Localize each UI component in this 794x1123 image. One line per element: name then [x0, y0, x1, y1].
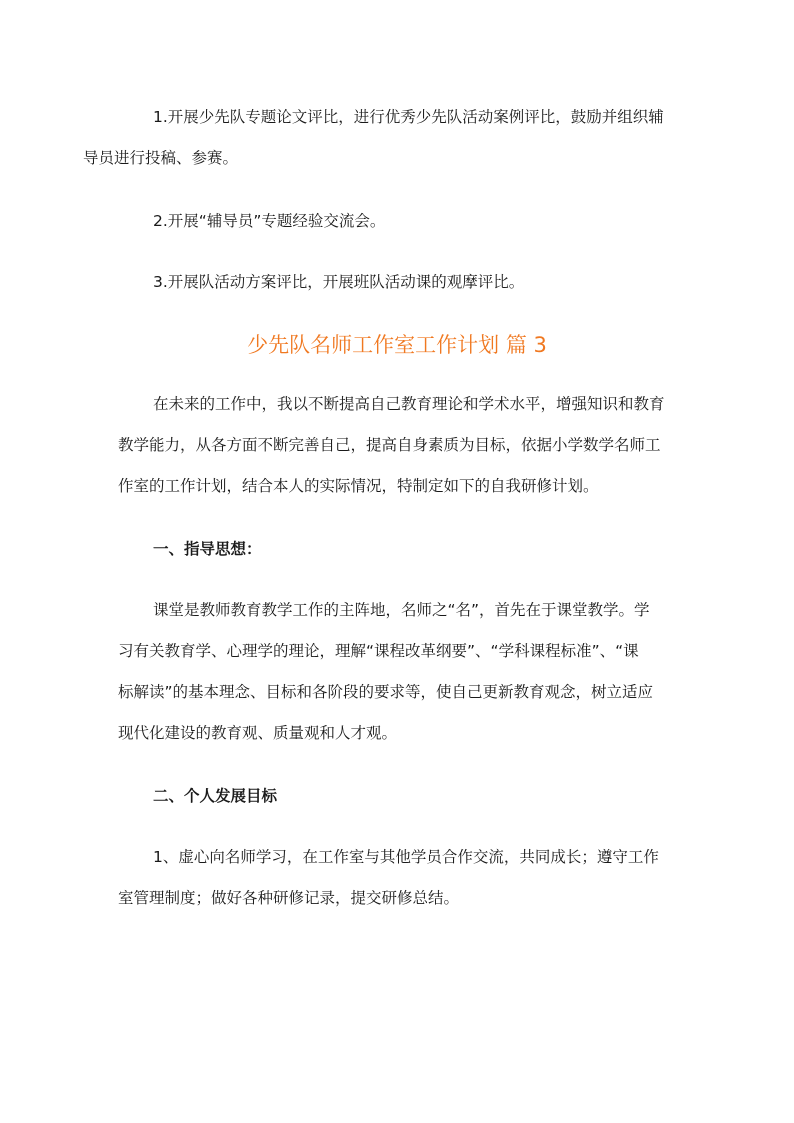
- guide-line-2: 习有关教育学、心理学的理论，理解“课程改革纲要”、“学科课程标准”、“课: [118, 642, 639, 660]
- intro-paragraph: [118, 384, 686, 507]
- intro-line-3: 作室的工作计划，结合本人的实际情况，特制定如下的自我研修计划。: [118, 477, 599, 495]
- guide-paragraph: [118, 590, 686, 754]
- guide-line-4: 现代化建设的教育观、质量观和人才观。: [118, 724, 398, 742]
- item-2-line-1: 2.开展“辅导员”专题经验交流会。: [153, 212, 386, 230]
- section-title: 少先队名师工作室工作计划 篇 3: [247, 333, 547, 357]
- item-1-line-2: 导员进行投稿、参赛。: [83, 149, 239, 167]
- guide-line-3: 标解读”的基本理念、目标和各阶段的要求等，使自己更新教育观念，树立适应: [118, 683, 654, 701]
- item-3-line-1: 3.开展队活动方案评比，开展班队活动课的观摩评比。: [153, 273, 525, 291]
- item-1-paragraph: [83, 97, 686, 179]
- goal-paragraph: [118, 837, 686, 919]
- heading-guiding-ideology: 一、指导思想：: [153, 540, 262, 558]
- item-2-paragraph: [118, 201, 686, 242]
- guide-line-1: 课堂是教师教育教学工作的主阵地，名师之“名”，首先在于课堂教学。学: [153, 601, 650, 619]
- goal-line-1: 1、虚心向名师学习，在工作室与其他学员合作交流，共同成长；遵守工作: [153, 848, 659, 866]
- goal-line-2: 室管理制度；做好各种研修记录，提交研修总结。: [118, 889, 460, 907]
- item-3-paragraph: [118, 262, 686, 303]
- intro-line-1: 在未来的工作中，我以不断提高自己教育理论和学术水平，增强知识和教育: [153, 395, 665, 413]
- intro-line-2: 教学能力，从各方面不断完善自己，提高自身素质为目标，依据小学数学名师工: [118, 436, 661, 454]
- item-1-line-1: 1.开展少先队专题论文评比，进行优秀少先队活动案例评比，鼓励并组织辅: [153, 108, 664, 126]
- heading-personal-goals: 二、个人发展目标: [153, 787, 278, 805]
